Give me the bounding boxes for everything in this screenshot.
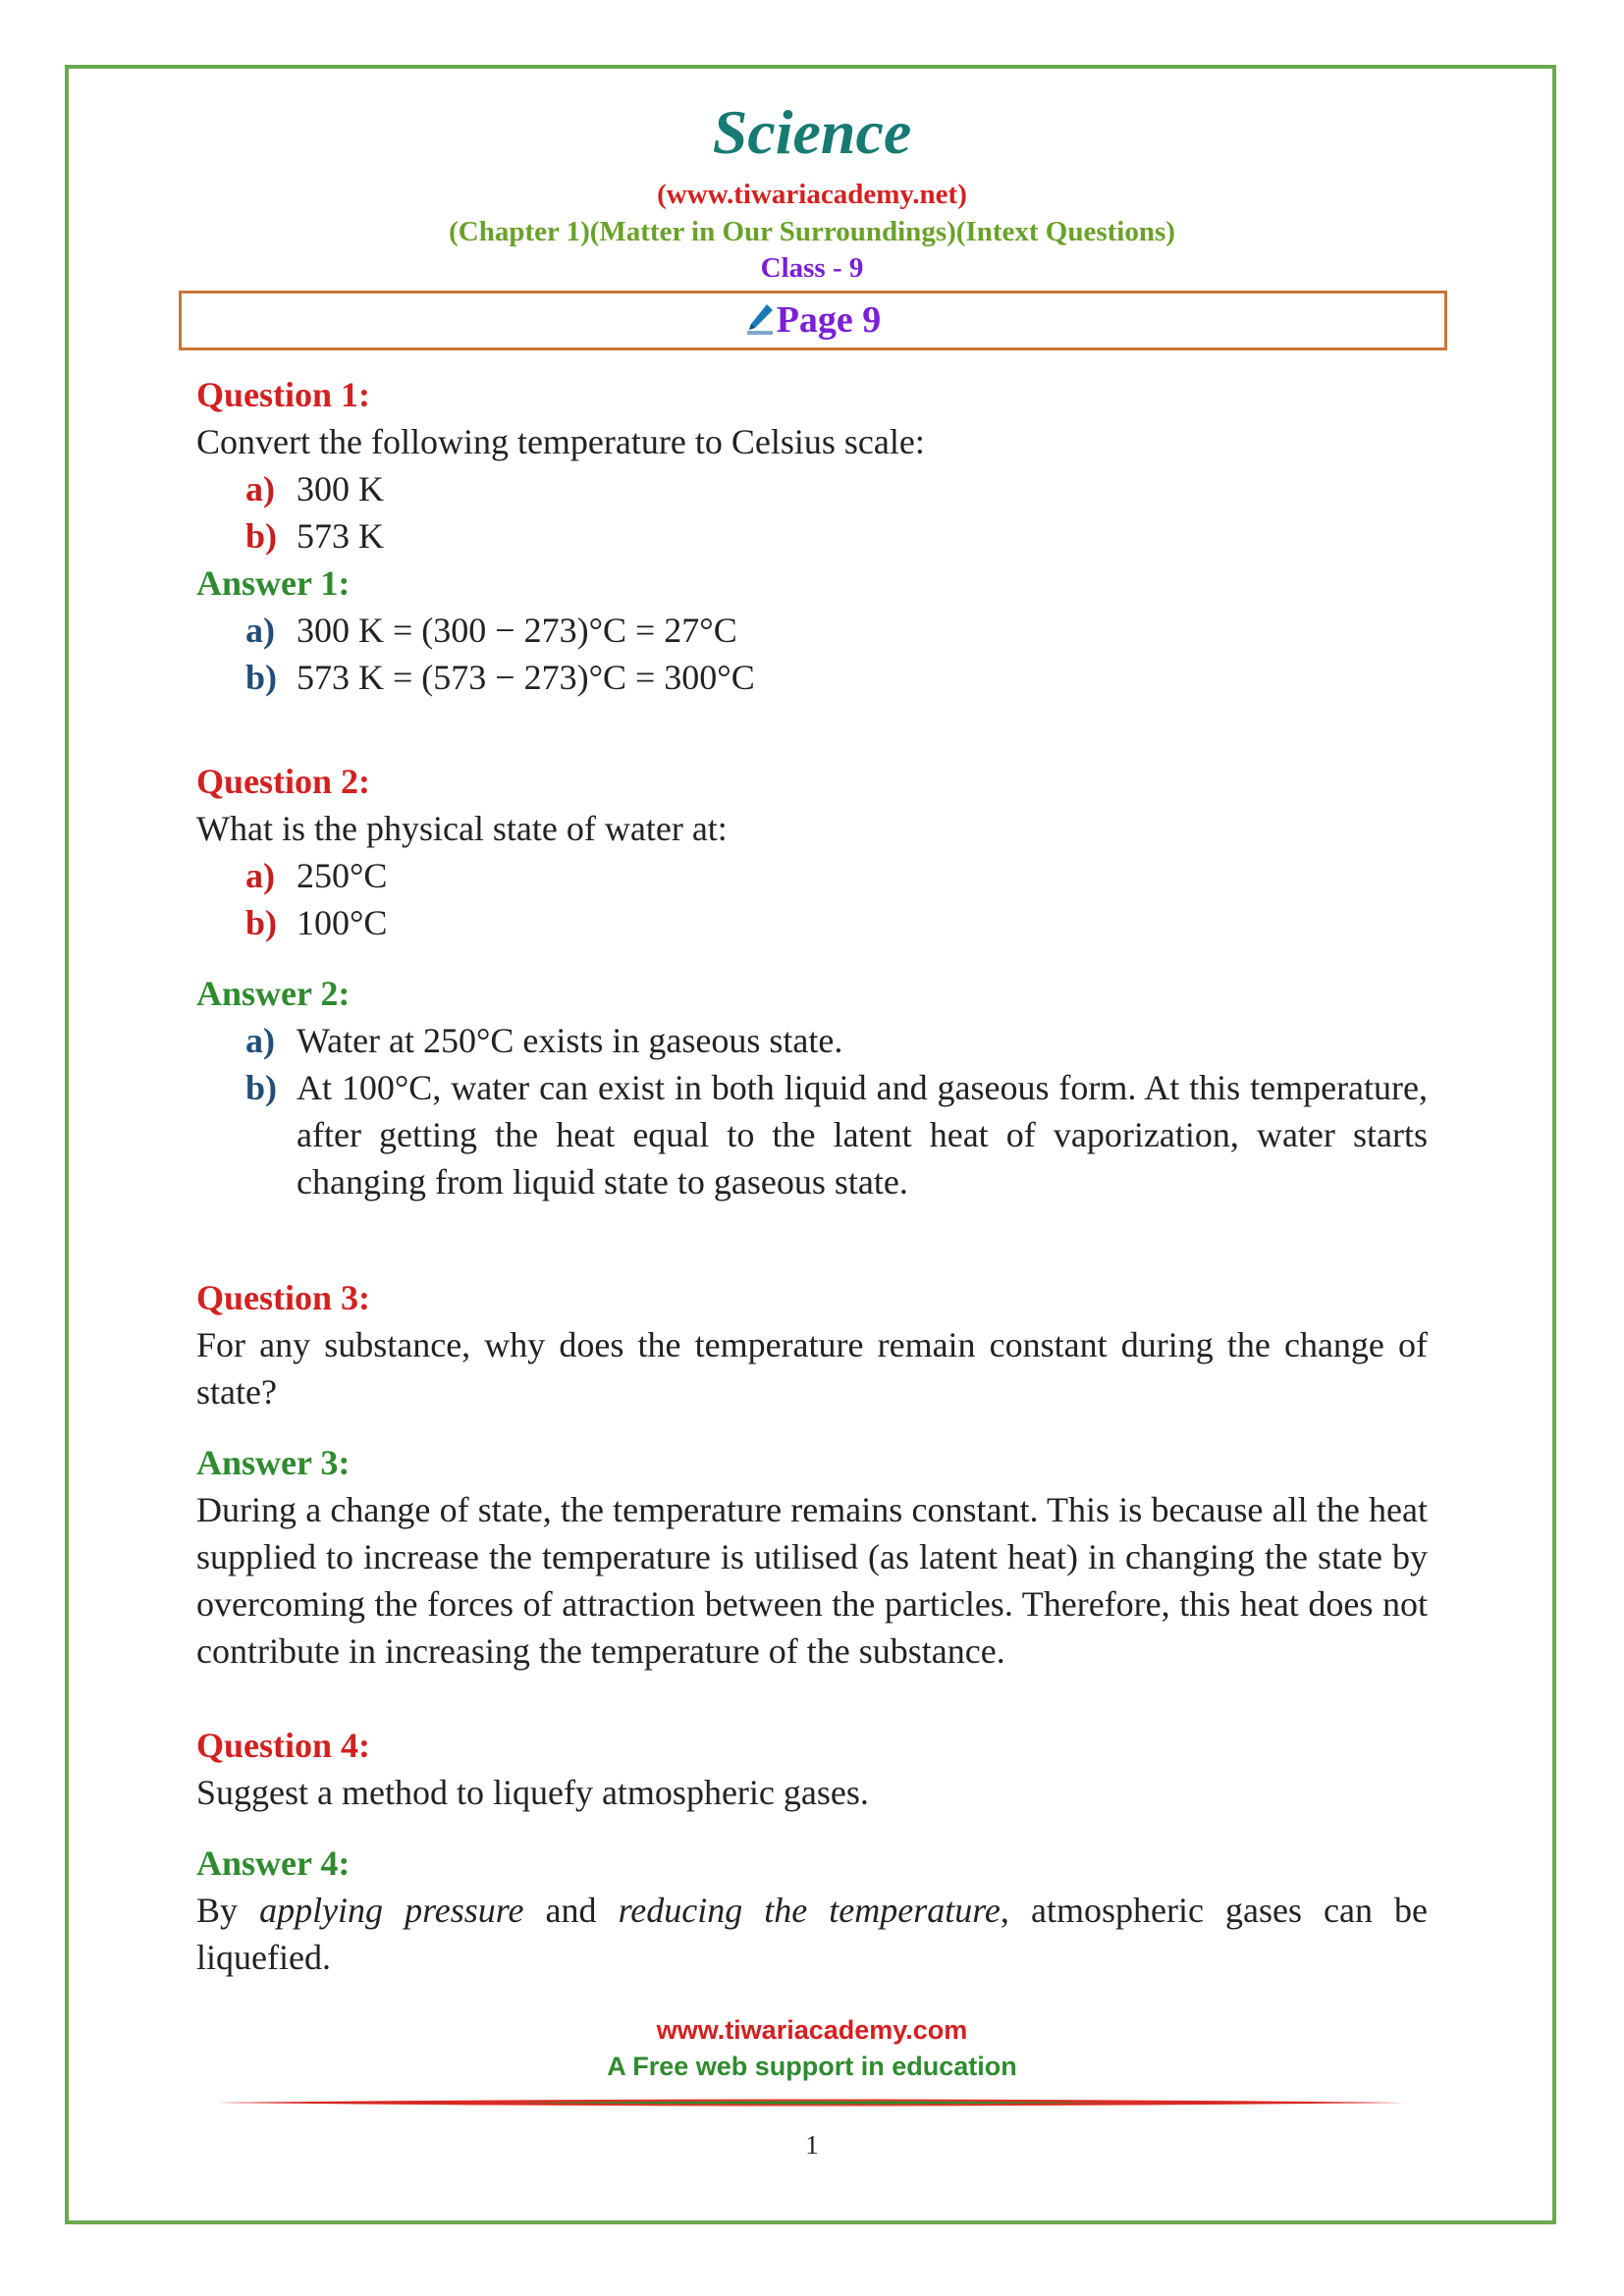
question-1-options [196, 465, 1428, 560]
list-item [196, 607, 1428, 654]
spacer [196, 1675, 1428, 1722]
list-item [196, 1064, 1428, 1205]
spacer [196, 1415, 1428, 1439]
answer-2-label: Answer 2: [196, 974, 351, 1013]
list-marker: b) [245, 1068, 278, 1107]
list-item-text: 300 K = (300 − 273)°C = 27°C [297, 611, 737, 650]
answer-4-part: By [196, 1891, 260, 1930]
list-item-text: 300 K [297, 469, 384, 508]
pen-icon [745, 302, 775, 336]
list-item-text: 250°C [297, 856, 388, 895]
question-2-text: What is the physical state of water at: [196, 809, 728, 848]
list-item [196, 852, 1428, 899]
footer-tagline: A Free web support in education [607, 2052, 1017, 2081]
list-item-text: 573 K = (573 − 273)°C = 300°C [297, 658, 755, 697]
answer-3-text: During a change of state, the temperature remains constant. This is because all the heat supplied to increase the temperature is utilised (as latent heat) in changing the state by overcoming the forces of attraction between the particles. Therefore, this heat does not contribute in increasing the temperature of the substance. [196, 1490, 1428, 1671]
question-4-label: Question 4: [196, 1726, 371, 1765]
answer-4-emphasis: reducing the temperature [618, 1891, 1001, 1930]
main-content [196, 371, 1428, 1981]
question-3-label: Question 3: [196, 1278, 371, 1317]
footer-site-link[interactable]: www.tiwariacademy.com [656, 2015, 968, 2045]
question-1-text: Convert the following temperature to Celsius scale: [196, 422, 925, 461]
question-2-options [196, 852, 1428, 946]
answer-3-label: Answer 3: [196, 1443, 351, 1482]
answer-1-label: Answer 1: [196, 563, 351, 603]
page-title: Science [712, 97, 912, 167]
list-item-text: 573 K [297, 516, 384, 556]
question-2-label: Question 2: [196, 762, 371, 801]
answer-1-items [196, 607, 1428, 701]
header-chapter: (Chapter 1)(Matter in Our Surroundings)(Intext Questions) [449, 216, 1175, 247]
page-label [745, 298, 882, 342]
page-label-box [179, 291, 1447, 350]
page-number: 1 [805, 2130, 819, 2160]
page-label-text: Page 9 [776, 299, 882, 341]
list-item [196, 654, 1428, 701]
list-item [196, 899, 1428, 946]
list-item [196, 512, 1428, 560]
list-marker: a) [245, 469, 275, 508]
answer-4-text [196, 1887, 1428, 1981]
answer-4-part: , atmospheric gases can be liquefied. [196, 1891, 1429, 1977]
question-1-label: Question 1: [196, 375, 371, 414]
list-marker: a) [245, 1021, 275, 1060]
list-marker: a) [245, 856, 275, 895]
answer-2-items [196, 1017, 1428, 1205]
question-3-text: For any substance, why does the temperature remain constant during the change of state? [196, 1325, 1428, 1412]
list-marker: b) [245, 658, 278, 697]
spacer [196, 1816, 1428, 1840]
list-item-text: At 100°C, water can exist in both liquid and gaseous form. At this temperature, after getting the heat equal to the latent heat of vaporization, water starts changing from liquid state to gaseous state. [297, 1068, 1428, 1201]
list-item-text: 100°C [297, 903, 388, 942]
answer-4-part: and [523, 1891, 619, 1930]
list-marker: b) [245, 516, 278, 556]
footer-divider [218, 2098, 1406, 2108]
question-4-text: Suggest a method to liquefy atmospheric gases. [196, 1773, 869, 1812]
spacer [196, 946, 1428, 970]
answer-4-label: Answer 4: [196, 1843, 351, 1883]
spacer [196, 701, 1428, 758]
spacer [196, 1205, 1428, 1274]
header-site: (www.tiwariacademy.net) [657, 179, 967, 210]
list-marker: b) [245, 903, 278, 942]
list-item [196, 1017, 1428, 1064]
list-marker: a) [245, 611, 275, 650]
list-item-text: Water at 250°C exists in gaseous state. [297, 1021, 843, 1060]
list-item [196, 465, 1428, 512]
header-class: Class - 9 [760, 252, 864, 284]
answer-4-emphasis: applying pressure [259, 1891, 524, 1930]
